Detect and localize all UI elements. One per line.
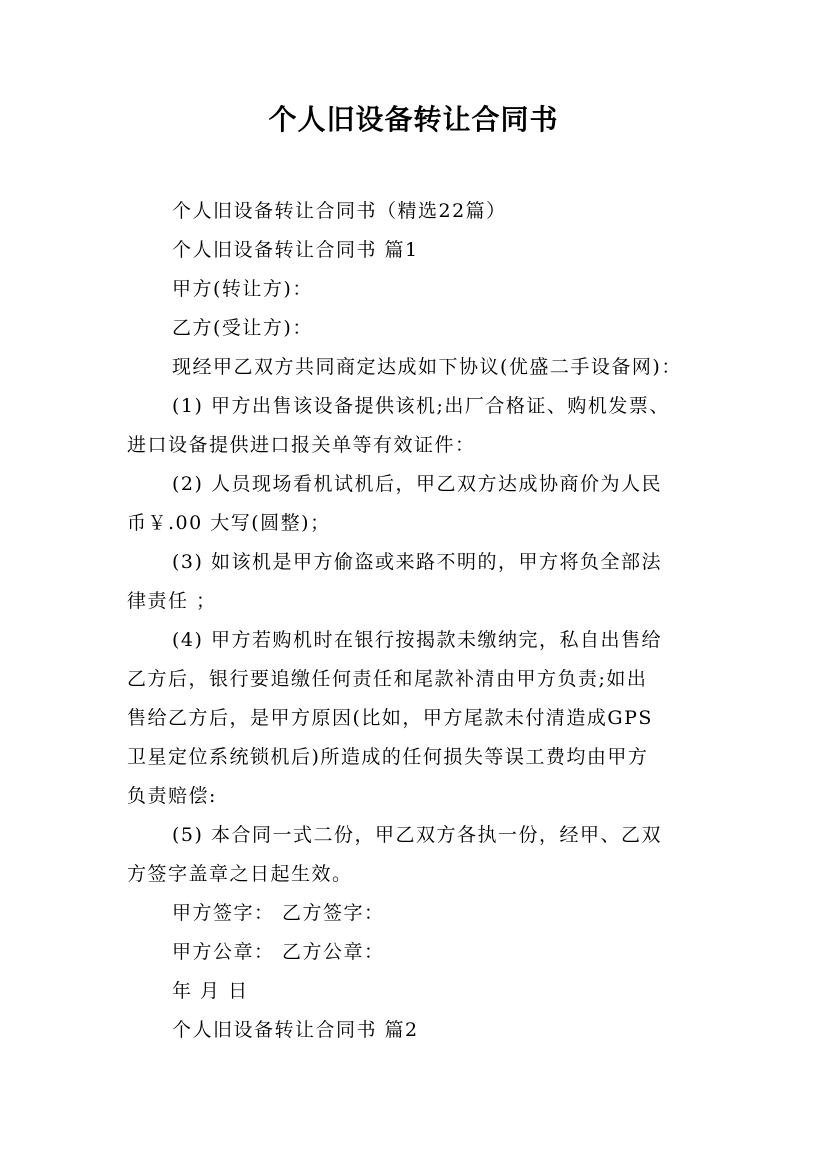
clause-3-line: (3) 如该机是甲方偷盗或来路不明的，甲方将负全部法 bbox=[172, 551, 662, 573]
date-line: 年 月 日 bbox=[172, 980, 249, 1002]
seal-line: 甲方公章： 乙方公章： bbox=[172, 941, 385, 963]
clause-4-cont-2: 售给乙方后，是甲方原因(比如，甲方尾款未付清造成GPS bbox=[127, 707, 653, 729]
document-title: 个人旧设备转让合同书 bbox=[268, 103, 559, 136]
clause-2-cont: 币￥.00 大写(圆整)； bbox=[127, 512, 331, 534]
clause-1-line: (1) 甲方出售该设备提供该机;出厂合格证、购机发票、 bbox=[172, 395, 670, 417]
clause-5-line: (5) 本合同一式二份，甲乙双方各执一份，经甲、乙双 bbox=[172, 824, 662, 846]
clause-4-cont-1: 乙方后，银行要追缴任何责任和尾款补清由甲方负责;如出 bbox=[127, 668, 648, 690]
party-b-line: 乙方(受让方)： bbox=[172, 317, 313, 339]
clause-3-cont: 律责任 ； bbox=[127, 590, 217, 612]
clause-2-line: (2) 人员现场看机试机后，甲乙双方达成协商价为人民 bbox=[172, 473, 662, 495]
section-heading: 个人旧设备转让合同书 篇1 bbox=[172, 239, 419, 261]
section-heading: 个人旧设备转让合同书 篇2 bbox=[172, 1019, 419, 1041]
signature-line: 甲方签字： 乙方签字： bbox=[172, 902, 385, 924]
clause-4-line: (4) 甲方若购机时在银行按揭款未缴纳完，私自出售给 bbox=[172, 629, 662, 651]
clause-5-cont: 方签字盖章之日起生效。 bbox=[127, 863, 353, 885]
clause-1-cont: 进口设备提供进口报关单等有效证件： bbox=[127, 434, 476, 456]
agreement-intro: 现经甲乙双方共同商定达成如下协议(优盛二手设备网)： bbox=[172, 356, 682, 378]
party-a-line: 甲方(转让方)： bbox=[172, 278, 313, 300]
clause-4-cont-4: 负责赔偿: bbox=[127, 785, 217, 807]
clause-4-cont-3: 卫星定位系统锁机后)所造成的任何损失等误工费均由甲方 bbox=[127, 746, 649, 768]
subtitle-line: 个人旧设备转让合同书（精选22篇） bbox=[172, 200, 507, 222]
